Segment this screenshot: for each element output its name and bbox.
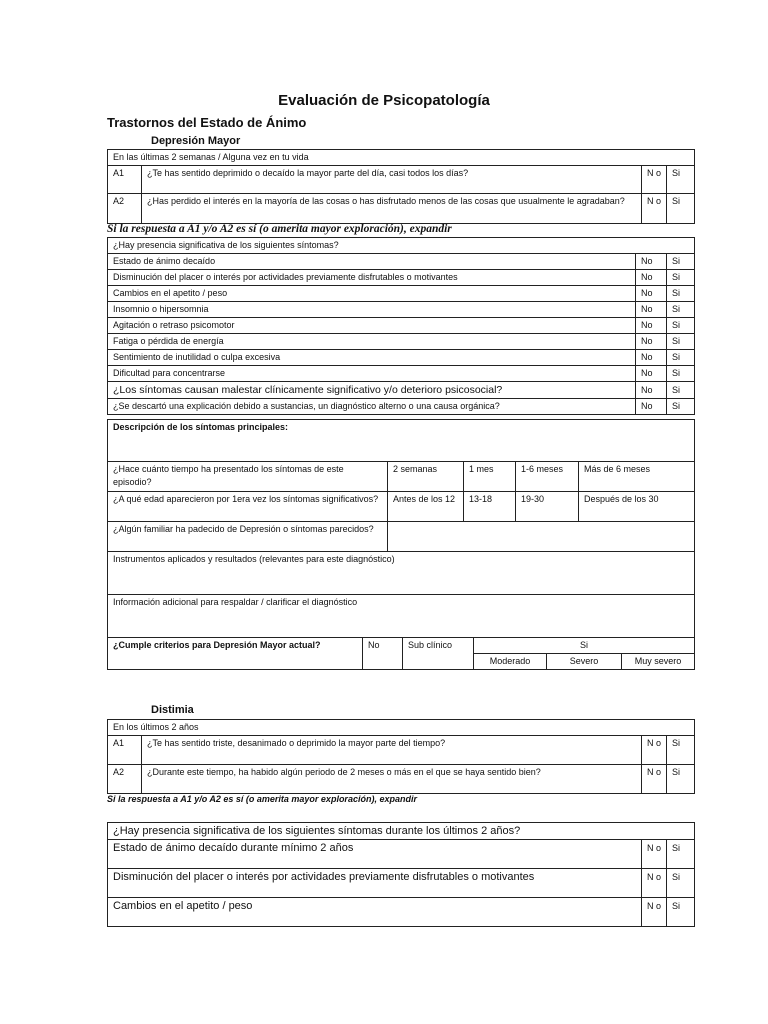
symptom-text: Disminución del placer o interés por actividades previamente disfrutables o motivantes	[108, 869, 642, 898]
si-option[interactable]: Si	[667, 869, 695, 898]
symptom-text: Agitación o retraso psicomotor	[108, 318, 636, 334]
si-option[interactable]: Si	[667, 286, 695, 302]
age-option[interactable]: 13-18	[464, 492, 516, 522]
criteria-subclinical-option[interactable]: Sub clínico	[403, 638, 474, 670]
symptom-row	[108, 382, 695, 399]
no-option[interactable]: No	[636, 399, 667, 415]
si-option[interactable]: Si	[667, 270, 695, 286]
si-option[interactable]: Si	[667, 166, 695, 194]
symptom-text: Estado de ánimo decaído	[108, 254, 636, 270]
si-option[interactable]: Si	[667, 194, 695, 224]
symptom-row	[108, 270, 695, 286]
time-question: ¿Hace cuánto tiempo ha presentado los síntomas de este episodio?	[108, 462, 388, 492]
section-title: Trastornos del Estado de Ánimo	[107, 115, 307, 130]
age-option[interactable]: Después de los 30	[579, 492, 695, 522]
question-code: A1	[108, 166, 142, 194]
si-option[interactable]: Si	[667, 366, 695, 382]
time-option[interactable]: 1-6 meses	[516, 462, 579, 492]
no-option[interactable]: N o	[642, 840, 667, 869]
family-question: ¿Algún familiar ha padecido de Depresión o síntomas parecidos?	[108, 522, 388, 552]
no-option[interactable]: No	[636, 286, 667, 302]
si-option[interactable]: Si	[667, 898, 695, 927]
no-option[interactable]: No	[636, 382, 667, 399]
no-option[interactable]: N o	[642, 898, 667, 927]
symptom-text: Sentimiento de inutilidad o culpa excesiva	[108, 350, 636, 366]
symptom-row	[108, 898, 695, 927]
si-option[interactable]: Si	[667, 736, 695, 765]
no-option[interactable]: No	[636, 366, 667, 382]
symptom-row	[108, 399, 695, 415]
symptom-text: ¿Los síntomas causan malestar clínicamente significativo y/o deterioro psicosocial?	[108, 382, 636, 399]
age-question: ¿A qué edad aparecieron por 1era vez los síntomas significativos?	[108, 492, 388, 522]
symptom-text: Estado de ánimo decaído durante mínimo 2 años	[108, 840, 642, 869]
time-option[interactable]: 2 semanas	[388, 462, 464, 492]
time-option[interactable]: Más de 6 meses	[579, 462, 695, 492]
no-option[interactable]: N o	[642, 166, 667, 194]
distimia-questions-table	[107, 719, 695, 794]
symptom-row	[108, 302, 695, 318]
criteria-no-option[interactable]: No	[363, 638, 403, 670]
si-option[interactable]: Si	[667, 840, 695, 869]
symptom-row	[108, 334, 695, 350]
page-title: Evaluación de Psicopatología	[278, 92, 490, 109]
symptom-row	[108, 350, 695, 366]
depresion-questions-table	[107, 149, 695, 224]
si-option[interactable]: Si	[667, 399, 695, 415]
criteria-si-option[interactable]: Si	[474, 638, 695, 654]
no-option[interactable]: N o	[642, 194, 667, 224]
question-code: A1	[108, 736, 142, 765]
depresion-heading: Depresión Mayor	[151, 135, 241, 147]
no-option[interactable]: No	[636, 318, 667, 334]
question-row	[108, 765, 695, 794]
question-code: A2	[108, 765, 142, 794]
criteria-question: ¿Cumple criterios para Depresión Mayor actual?	[108, 638, 363, 670]
family-answer-field[interactable]	[388, 522, 695, 552]
si-option[interactable]: Si	[667, 382, 695, 399]
severity-option[interactable]: Moderado	[474, 654, 547, 670]
question-row	[108, 166, 695, 194]
symptom-row	[108, 840, 695, 869]
period-cell: En las últimas 2 semanas / Alguna vez en tu vida	[108, 150, 695, 166]
symptom-text: Insomnio o hipersomnia	[108, 302, 636, 318]
si-option[interactable]: Si	[667, 765, 695, 794]
symptom-row	[108, 286, 695, 302]
instruments-field[interactable]: Instrumentos aplicados y resultados (relevantes para este diagnóstico)	[108, 552, 695, 595]
question-text: ¿Has perdido el interés en la mayoría de las cosas o has disfrutado menos de las cosas que usualmente le agradaban?	[142, 194, 642, 224]
time-option[interactable]: 1 mes	[464, 462, 516, 492]
depresion-symptoms-table	[107, 237, 695, 415]
depresion-instruction: Si la respuesta a A1 y/o A2 es sí (o amerita mayor exploración), expandir	[107, 223, 452, 235]
symptom-text: Dificultad para concentrarse	[108, 366, 636, 382]
question-text: ¿Te has sentido triste, desanimado o deprimido la mayor parte del tiempo?	[142, 736, 642, 765]
period-row	[108, 150, 695, 166]
distimia-symptoms-table	[107, 822, 695, 927]
si-option[interactable]: Si	[667, 334, 695, 350]
symptom-row	[108, 254, 695, 270]
description-label: Descripción de los síntomas principales:	[108, 420, 695, 462]
age-option[interactable]: 19-30	[516, 492, 579, 522]
distimia-instruction: Si la respuesta a A1 y/o A2 es sí (o amerita mayor exploración), expandir	[107, 794, 417, 804]
si-option[interactable]: Si	[667, 302, 695, 318]
si-option[interactable]: Si	[667, 350, 695, 366]
criteria-table	[107, 637, 695, 670]
no-option[interactable]: N o	[642, 765, 667, 794]
question-code: A2	[108, 194, 142, 224]
symptom-row	[108, 318, 695, 334]
period-cell: En los últimos 2 años	[108, 720, 695, 736]
symptom-text: Fatiga o pérdida de energía	[108, 334, 636, 350]
symptoms-header: ¿Hay presencia significativa de los siguientes síntomas?	[108, 238, 695, 254]
severity-option[interactable]: Severo	[547, 654, 622, 670]
symptom-text: Cambios en el apetito / peso	[108, 898, 642, 927]
symptom-text: Cambios en el apetito / peso	[108, 286, 636, 302]
additional-info-field[interactable]: Información adicional para respaldar / clarificar el diagnóstico	[108, 595, 695, 638]
no-option[interactable]: No	[636, 302, 667, 318]
si-option[interactable]: Si	[667, 254, 695, 270]
depresion-details-table	[107, 419, 695, 638]
severity-option[interactable]: Muy severo	[622, 654, 695, 670]
no-option[interactable]: No	[636, 270, 667, 286]
symptoms-header: ¿Hay presencia significativa de los siguientes síntomas durante los últimos 2 años?	[108, 823, 695, 840]
no-option[interactable]: N o	[642, 869, 667, 898]
question-text: ¿Durante este tiempo, ha habido algún periodo de 2 meses o más en el que se haya sentido bien?	[142, 765, 642, 794]
symptom-row	[108, 366, 695, 382]
question-row	[108, 736, 695, 765]
age-option[interactable]: Antes de los 12	[388, 492, 464, 522]
symptom-row	[108, 869, 695, 898]
symptom-text: Disminución del placer o interés por actividades previamente disfrutables o motivantes	[108, 270, 636, 286]
si-option[interactable]: Si	[667, 318, 695, 334]
no-option[interactable]: No	[636, 350, 667, 366]
no-option[interactable]: No	[636, 254, 667, 270]
symptom-text: ¿Se descartó una explicación debido a sustancias, un diagnóstico alterno o una causa orgánica?	[108, 399, 636, 415]
question-text: ¿Te has sentido deprimido o decaído la mayor parte del día, casi todos los días?	[142, 166, 642, 194]
distimia-heading: Distimia	[151, 704, 194, 716]
no-option[interactable]: No	[636, 334, 667, 350]
question-row	[108, 194, 695, 224]
no-option[interactable]: N o	[642, 736, 667, 765]
